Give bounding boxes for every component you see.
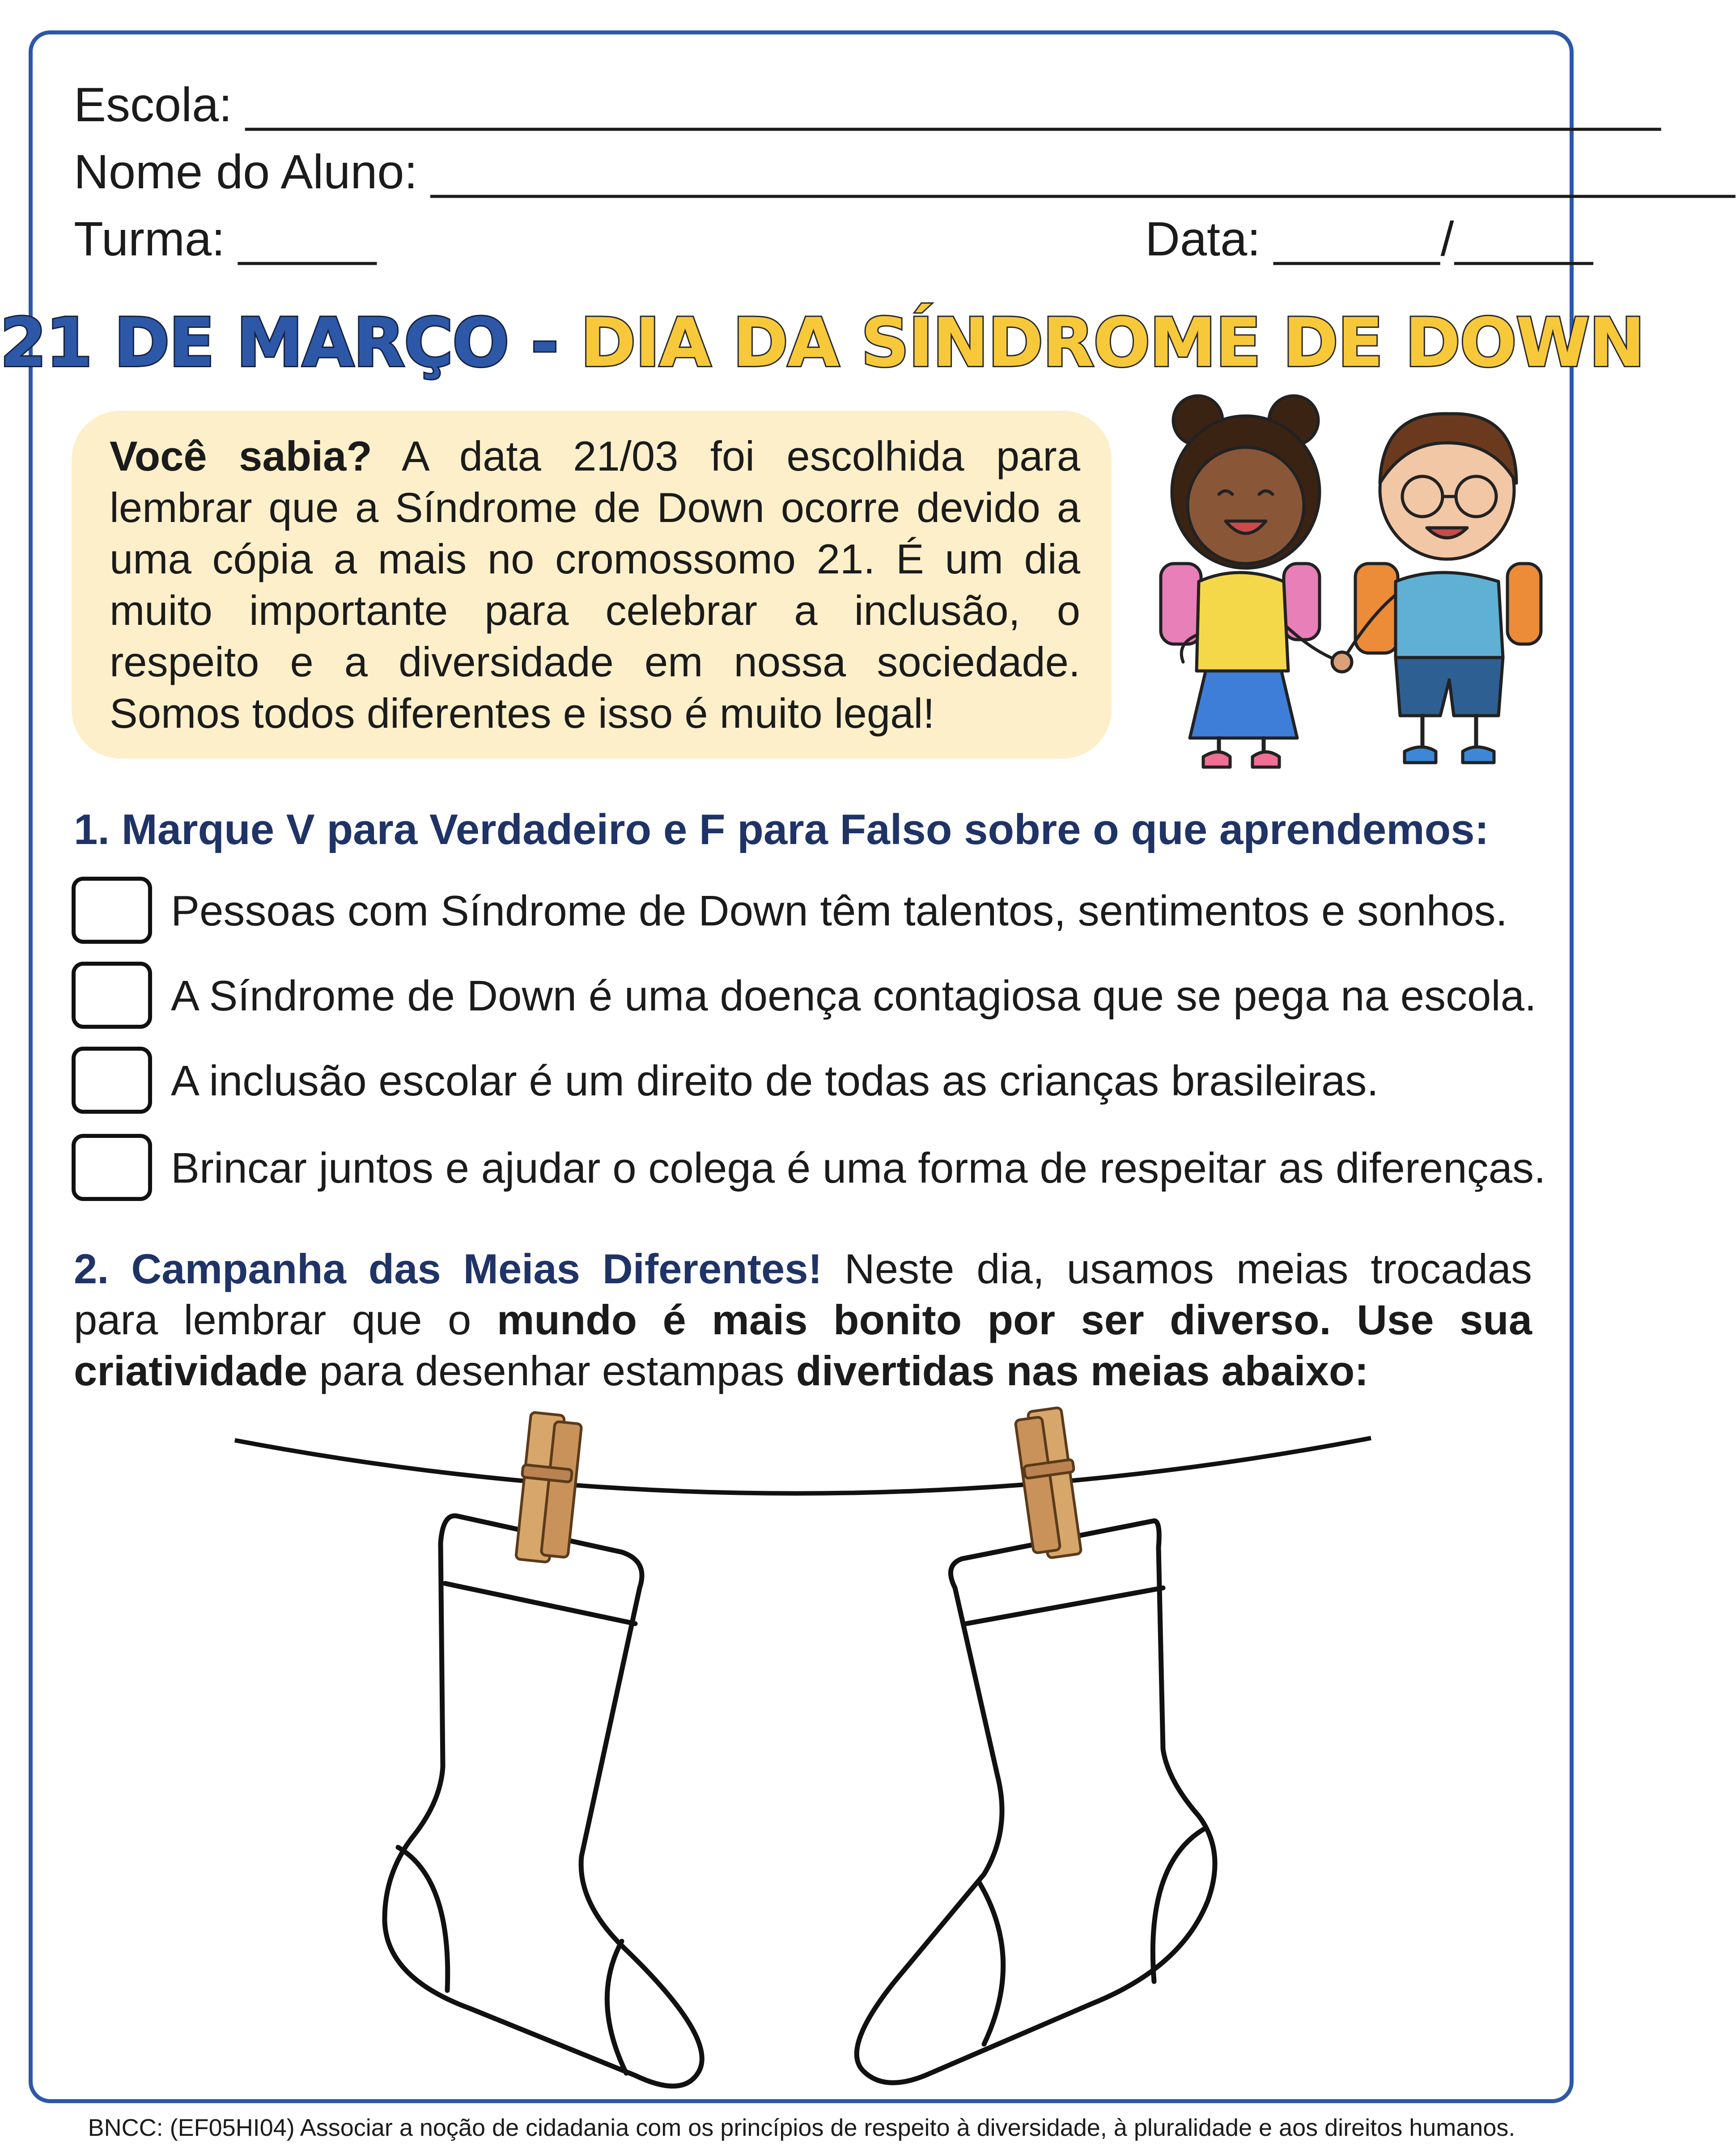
checkbox-icon[interactable]	[72, 1134, 152, 1201]
info-body: A data 21/03 foi escolhida para lembrar que a Síndrome de Down ocorre devido a uma cópia a mais no cromossomo 21. É um dia muito importante para celebrar a inclusão, o respeito e a diversidade em nossa sociedade. Somos todos diferentes e isso é muito legal!	[110, 433, 1081, 737]
right-sock-outline	[857, 1521, 1215, 2083]
student-label: Nome do Aluno:	[74, 144, 418, 199]
title-date: 21 DE MARÇO -	[0, 304, 581, 382]
class-label: Turma:	[74, 212, 225, 266]
q1-item-label: A inclusão escolar é um direito de todas as crianças brasileiras.	[171, 1057, 1379, 1105]
date-blank[interactable]: ______/_____	[1274, 212, 1594, 266]
date-label: Data:	[1145, 212, 1261, 266]
left-sock-outline	[385, 1516, 702, 2086]
school-blank[interactable]: ___________________________________________________	[246, 77, 1662, 132]
question2-text-1: Neste dia, usamos meias trocadas para lembrar que o	[74, 1245, 1532, 1343]
question2-bold-1: mundo é mais bonito por ser diverso. Use sua criatividade	[74, 1296, 1532, 1394]
question2-heading: 2. Campanha das Meias Diferentes!	[74, 1245, 822, 1292]
student-name-field[interactable]	[74, 144, 1736, 199]
class-blank[interactable]: _____	[238, 212, 378, 266]
clothesline-socks-illustration[interactable]	[0, 1400, 1603, 2098]
school-field[interactable]	[74, 77, 1662, 132]
school-label: Escola:	[74, 77, 233, 132]
date-field[interactable]	[1145, 212, 1594, 266]
title-event: DIA DA SÍNDROME DE DOWN	[580, 304, 1644, 382]
class-field[interactable]	[74, 212, 378, 266]
clothespin-icon	[1015, 1407, 1081, 1558]
info-text	[110, 430, 1080, 739]
page-title	[0, 304, 1644, 382]
clothesline	[235, 1438, 1371, 1494]
bncc-footer: BNCC: (EF05HI04) Associar a noção de cidadania com os princípios de respeito à diversidade, à pluralidade e aos direitos humanos.	[88, 2114, 1515, 2141]
checkbox-icon[interactable]	[72, 962, 152, 1029]
question2-text-2: para desenhar estampas	[307, 1347, 796, 1394]
q1-item-label: Pessoas com Síndrome de Down têm talentos, sentimentos e sonhos.	[171, 887, 1508, 935]
checkbox-icon[interactable]	[72, 877, 152, 944]
info-lead: Você sabia?	[110, 433, 372, 479]
checkbox-icon[interactable]	[72, 1047, 152, 1114]
question2-bold-2: divertidas nas meias abaixo:	[796, 1347, 1369, 1394]
question1-heading: 1. Marque V para Verdadeiro e F para Falso sobre o que aprendemos:	[74, 806, 1489, 853]
question2-text	[74, 1243, 1532, 1396]
children-holding-hands-illustration	[1118, 394, 1543, 787]
student-blank[interactable]: _______________________________________________	[431, 144, 1736, 199]
q1-item-label: A Síndrome de Down é uma doença contagiosa que se pega na escola.	[171, 972, 1537, 1020]
q1-item-label: Brincar juntos e ajudar o colega é uma forma de respeitar as diferenças.	[171, 1144, 1546, 1192]
